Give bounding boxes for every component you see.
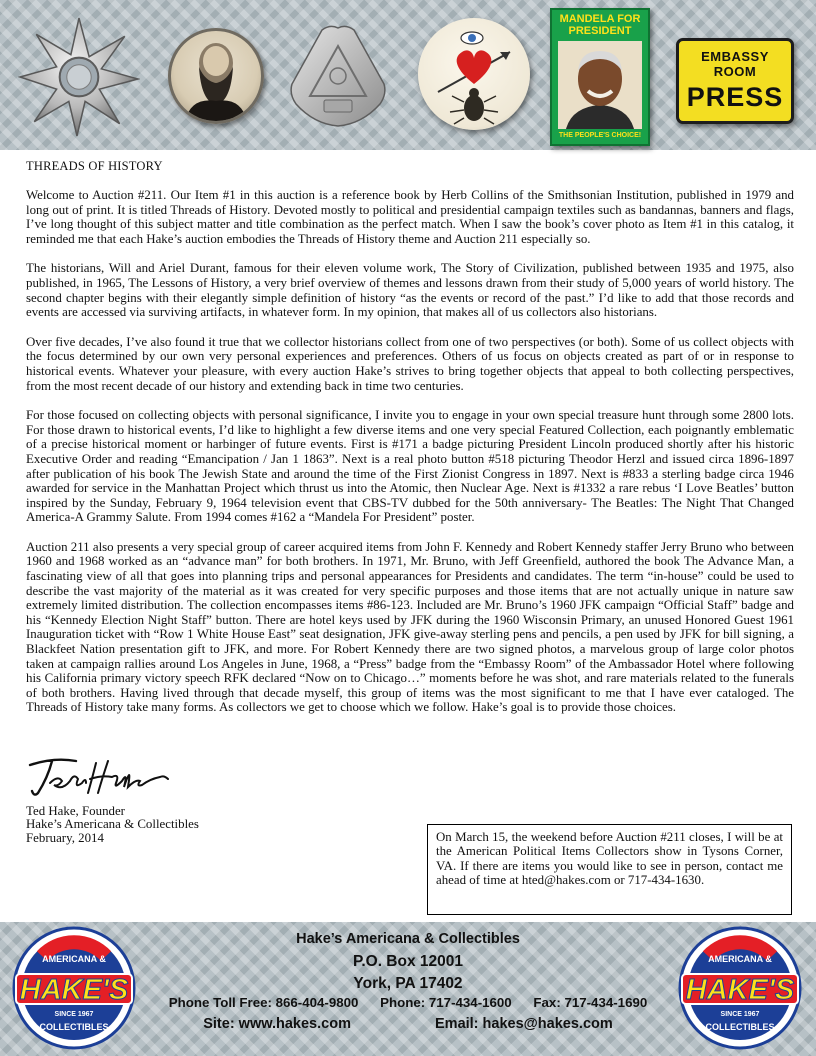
footer-site-link[interactable]: Site: www.hakes.com [203,1016,351,1032]
embassy-room-press-badge-image [676,38,794,124]
logo-since-text: SINCE 1967 [720,1011,760,1018]
signoff-company: Hake’s Americana & Collectibles [26,817,199,832]
mandela-for-president-poster-image [550,8,650,146]
poster-title: MANDELA FOR PRESIDENT [559,13,641,37]
logo-bottom-text: COLLECTIBLES [705,1022,775,1032]
lincoln-star-badge-image [18,16,140,138]
i-love-beatles-rebus-button-image [418,18,530,130]
press-badge-top-text: EMBASSY ROOM [701,49,769,79]
footer-company-name: Hake’s Americana & Collectibles [296,931,520,947]
logo-top-text: AMERICANA & [708,954,772,964]
letter-paragraph-3: Over five decades, I’ve also found it true that we collector historians collect from one of two perspectives (or both). Some of us collect objects with the focus determined by our own very personal experiences and preferences. Others of us focus on objects created as part of or in response to historical events. Whatever your pleasure, with every auction Hake’s strives to bring together objects that appeal to both collecting perspectives, from the most recent decade of our history and extending back in time two centuries. [26,334,794,393]
poster-footer: THE PEOPLE'S CHOICE! [558,132,642,139]
letter-body [26,159,794,730]
footer-fax: Fax: 717-434-1690 [533,995,648,1010]
portrait-photo-icon [558,41,642,129]
logo-main-text: HAKE'S [19,974,129,1006]
letter-paragraph-4: For those focused on collecting objects with personal significance, I invite you to engage in your own special treasure hunt through some 2800 lots. For those drawn to historical events, I’d like to highlight a few diverse items and one very special Featured Collection, each poignantly emblematic of a precise historical moment or harbinger of future events. First is #171 a badge picturing President Lincoln produced shortly after his historic Executive Order and reading “Emancipation / Jan 1 1863”. Next is a real photo button #518 picturing Theodor Herzl and issued circa 1896-1897 after publication of his book The Jewish State and around the time of the First Zionist Congress in 1897. Next is #833 a sterling badge circa 1946 awarded for service in the Manhattan Project which thrust us into the Atomic, then Nuclear Age. Next is #1332 a rare rebus ‘I Love Beatles’ button inspired by the Sunday, February 9, 1964 television event that CBS-TV dubbed for the 50th anniversary- The Beatles: The Night That Changed America-A Grammy Salute. From 1994 comes #162 a “Mandela For President” poster. [26,408,794,525]
signoff-date: February, 2014 [26,830,104,845]
footer-banner [0,922,816,1056]
press-badge-main-text: PRESS [686,82,784,112]
letter-paragraph-5: Auction 211 also presents a very special group of career acquired items from John F. Kennedy and Robert Kennedy staffer Jerry Bruno who between 1960 and 1968 worked as an “advance man” for both brothers. In 1971, Mr. Bruno, with Jeff Greenfield, authored the book The Advance Man, a fascinating view of all that goes into planning trips and personal appearances for Presidents and candidates. The term “in-house” could be used to describe the vast majority of the material as it was created for very specific purposes and those items that are not actually unique in nature saw extremely limited distribution. The collection encompasses items #86-123. Included are Mr. Bruno’s 1960 JFK campaign “Official Staff” badge and his “Kennedy Election Night Staff” button. There are hotel keys used by JFK during the 1960 Wisconsin Primary, an unused Honored Guest 1961 Inauguration ticket with “Row 1 White House East” seat designation, JFK give-away sterling pens and pencils, a pen used by JFK for bill signing, a Blackfeet Nation presentation gift to JFK, and more. For Robert Kennedy there are two signed photos, a marvelous group of large color photos taken at campaign rallies around Los Angeles in June, 1968, a “Press” badge from the “Embassy Room” of the Ambassador Hotel where following his California primary victory speech RFK declared “Now on to Chicago…” moments before he was shot, and rare materials related to the funerals of both brothers. Having lived through that decade myself, this group of items was the most significant to me that I have ever cataloged. The Threads of History take many forms. As collectors we get to choose which we follow. Hake’s goal is to provide those choices. [26,539,794,715]
footer-toll-free-phone: Phone Toll Free: 866-404-9800 [168,995,359,1010]
letter-paragraph-1: Welcome to Auction #211. Our Item #1 in this auction is a reference book by Herb Collins of the Smithsonian Institution, published in 1979 and long out of print. It is titled Threads of History. Devoted mostly to political and presidential campaign textiles such as bandannas, banners and flags, I’ve long thought of this subject matter and title combination as the perfect match. When I saw the book’s cover photo as Item #1 in this catalog, it reminded me that each Hake’s auction embodies the Threads of History theme and Auction 211 especially so. [26,188,794,246]
manhattan-project-sterling-badge-image [288,24,388,128]
signoff-name: Ted Hake, Founder [26,804,125,818]
handwritten-signature-icon [24,753,174,799]
logo-top-text: AMERICANA & [42,954,106,964]
letter-paragraph-2: The historians, Will and Ariel Durant, famous for their eleven volume work, The Story of Civilization, published between 1935 and 1975, also published, in 1965, The Lessons of History, a very brief overview of themes and lessons drawn from their study of 5,000 years of world history. The second chapter begins with their elegantly simple definition of history “as the events or record of the past.” I’d like to add that those records and events are accessed via surviving artifacts, in whatever form. In my opinion, that makes all of us collectors also historians. [26,261,794,320]
show-notice-box: On March 15, the weekend before Auction #211 closes, I will be at the American Political Items Collectors show in Tysons Corner, VA. If there are items you would like to see in person, contact me ahead of time at hted@hakes.com or 717-434-1630. [427,824,792,915]
herzl-photo-button-image [168,28,264,124]
footer-city-address: York, PA 17402 [353,975,463,992]
eye-heart-beetle-icon [418,18,530,130]
letter-signoff [26,805,199,845]
hakes-logo-icon [678,926,802,1050]
footer-street-address: P.O. Box 12001 [352,953,463,970]
footer-email-link[interactable]: Email: hakes@hakes.com [435,1016,613,1032]
header-banner [0,0,816,150]
bearded-portrait-icon [171,31,261,121]
logo-bottom-text: COLLECTIBLES [39,1022,109,1032]
logo-main-text: HAKE'S [685,974,795,1006]
footer-phone: Phone: 717-434-1600 [380,995,512,1010]
letter-title: THREADS OF HISTORY [26,159,163,173]
logo-since-text: SINCE 1967 [54,1011,94,1018]
